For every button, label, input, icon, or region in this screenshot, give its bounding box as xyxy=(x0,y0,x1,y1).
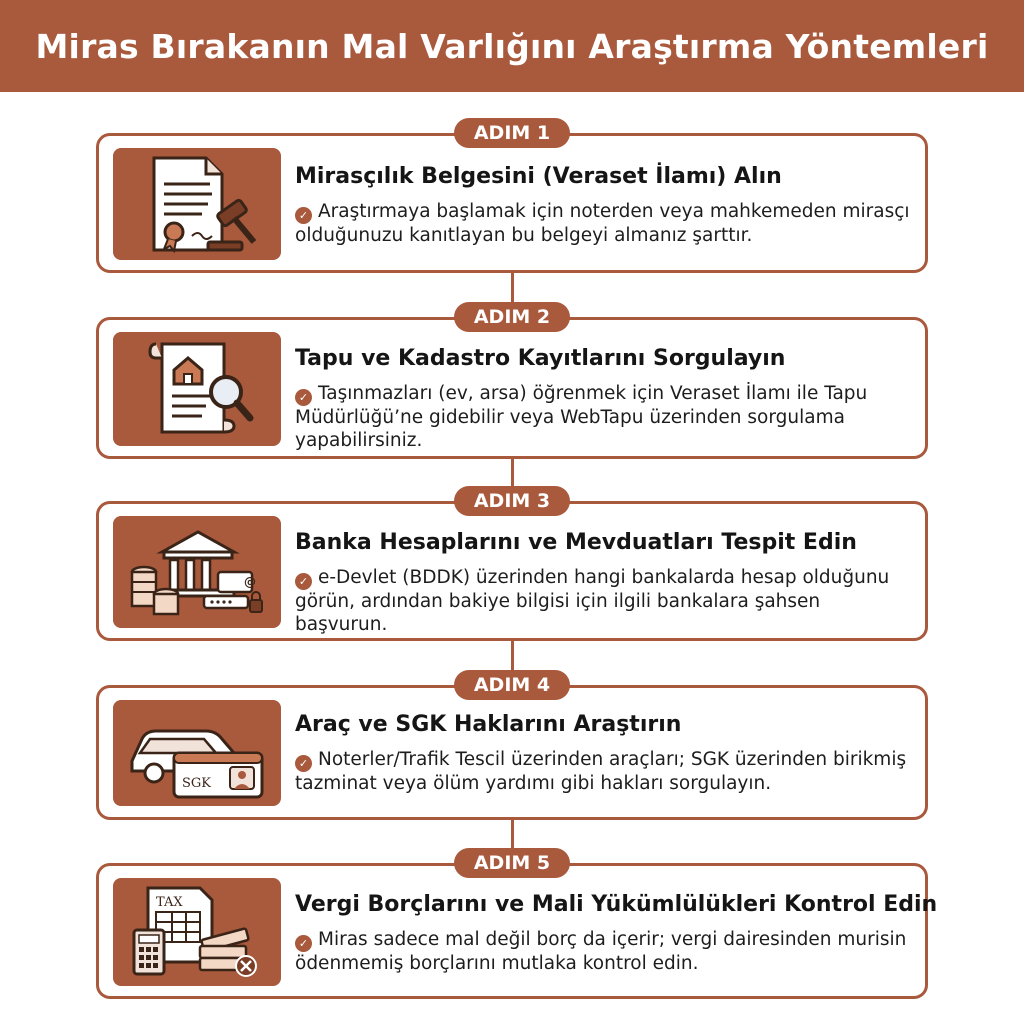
car-sgk-card-icon xyxy=(113,700,281,806)
step-card xyxy=(96,685,928,820)
step-description xyxy=(295,566,915,636)
step-description xyxy=(295,200,915,247)
step-title: Mirasçılık Belgesini (Veraset İlamı) Alın xyxy=(295,164,782,189)
sgk-card-label: SGK xyxy=(182,776,212,791)
step-title: Vergi Borçlarını ve Mali Yükümlülükleri Kontrol Edin xyxy=(295,892,938,917)
step-badge: ADIM 1 xyxy=(454,118,570,148)
step-title: Tapu ve Kadastro Kayıtlarını Sorgulayın xyxy=(295,346,786,371)
tax-doc-label: TAX xyxy=(156,895,183,910)
step-description xyxy=(295,382,915,452)
step-title: Araç ve SGK Haklarını Araştırın xyxy=(295,712,682,737)
step-title: Banka Hesaplarını ve Mevduatları Tespit Edin xyxy=(295,530,857,555)
step-card xyxy=(96,317,928,459)
step-badge: ADIM 3 xyxy=(454,486,570,516)
step-badge: ADIM 5 xyxy=(454,848,570,878)
bank-coins-icon xyxy=(113,516,281,628)
check-icon: ✓ xyxy=(295,573,312,590)
check-icon: ✓ xyxy=(295,207,312,224)
step-badge: ADIM 4 xyxy=(454,670,570,700)
step-description xyxy=(295,928,915,975)
step-badge: ADIM 2 xyxy=(454,302,570,332)
page-title: Miras Bırakanın Mal Varlığını Araştırma Yöntemleri xyxy=(35,26,989,66)
step-description-text: Araştırmaya başlamak için noterden veya mahkemeden mirasçı olduğunuzu kanıtlayan bu belgeyi almanız şarttır. xyxy=(295,201,910,246)
svg-text:@: @ xyxy=(244,575,256,589)
step-description-text: Miras sadece mal değil borç da içerir; vergi dairesinden murisin ödenmemiş borçlarını mutlaka kontrol edin. xyxy=(295,929,907,974)
step-description xyxy=(295,748,915,795)
step-card xyxy=(96,133,928,273)
deed-magnifier-icon xyxy=(113,332,281,446)
step-description-text: e-Devlet (BDDK) üzerinden hangi bankalarda hesap olduğunu görün, ardından bakiye bilgisi için ilgili bankalara şahsen başvurun. xyxy=(295,567,890,635)
step-card xyxy=(96,863,938,999)
step-description-text: Taşınmazları (ev, arsa) öğrenmek için Veraset İlamı ile Tapu Müdürlüğü’ne gidebilir veya WebTapu üzerinden sorgulama yapabilirsiniz. xyxy=(295,383,868,451)
page-header xyxy=(0,0,1024,92)
step-description-text: Noterler/Trafik Tescil üzerinden araçları; SGK üzerinden birikmiş tazminat veya ölüm yardımı gibi hakları sorgulayın. xyxy=(295,749,907,794)
check-icon: ✓ xyxy=(295,389,312,406)
check-icon: ✓ xyxy=(295,755,312,772)
certificate-gavel-icon xyxy=(113,148,281,260)
step-card xyxy=(96,501,928,641)
tax-calculator-icon xyxy=(113,878,281,986)
check-icon: ✓ xyxy=(295,935,312,952)
